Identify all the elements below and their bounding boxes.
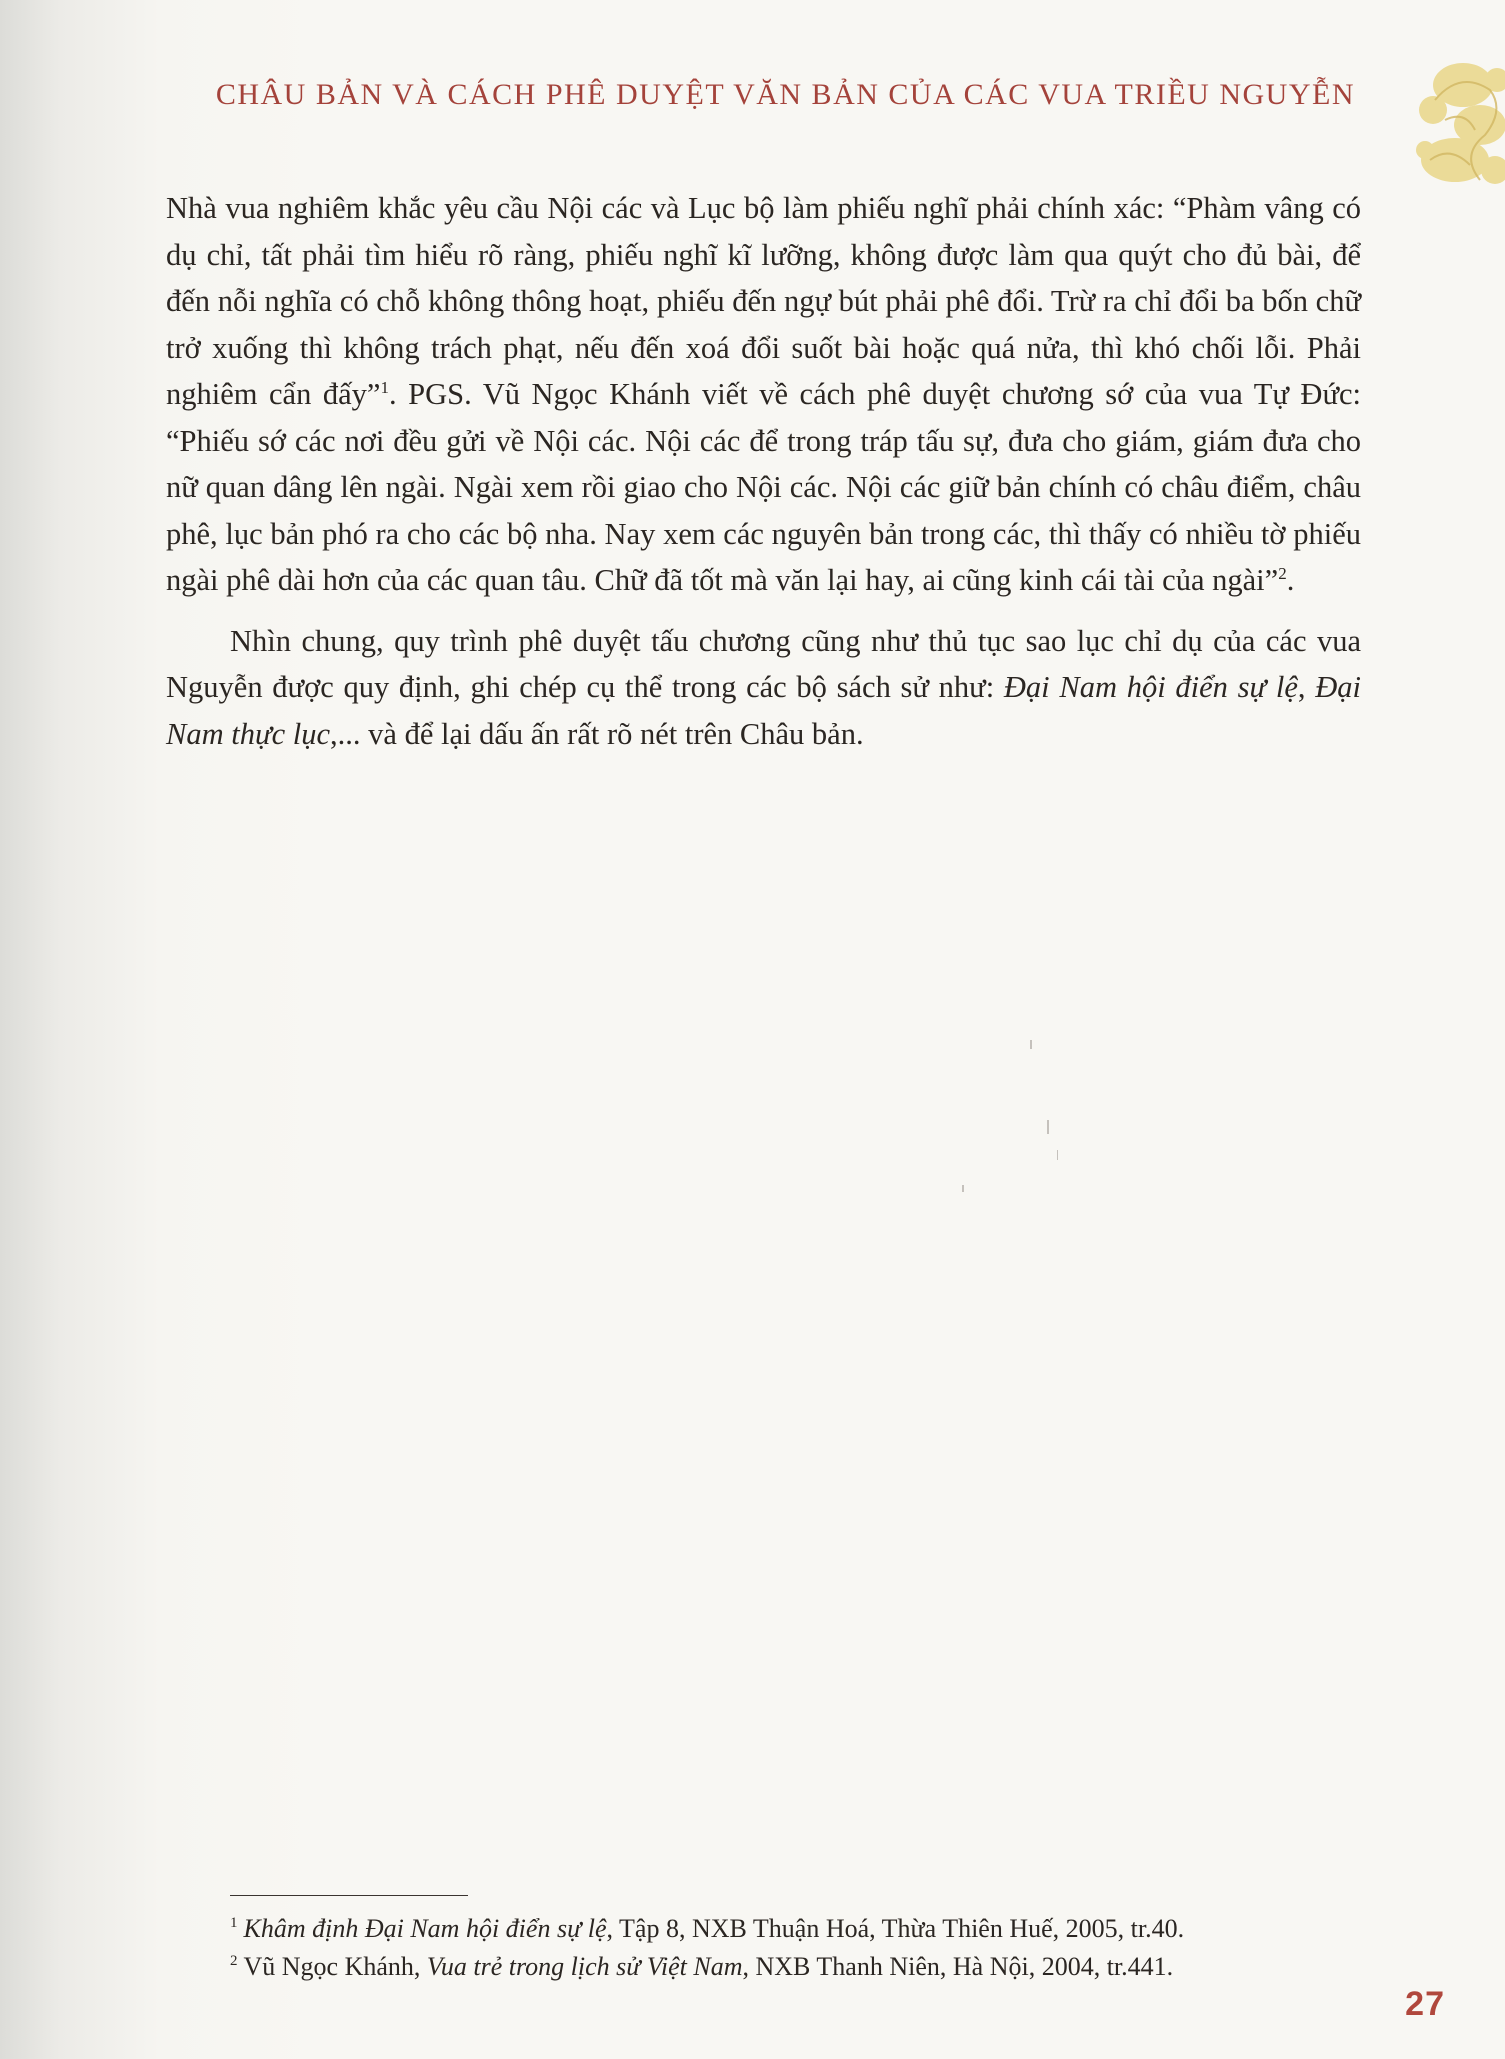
footnotes bbox=[230, 1910, 1380, 1986]
scan-speck bbox=[962, 1185, 964, 1192]
paragraph-2-text-a: Nhìn chung, quy trình phê duyệt tấu chương cũng như thủ tục sao lục chỉ dụ của các vua Nguyễn được quy định, ghi chép cụ thể trong các bộ sách sử như: bbox=[166, 623, 1361, 704]
footnote-ref-1[interactable]: 1 bbox=[380, 377, 389, 397]
footnote-2-author: Vũ Ngọc Khánh, bbox=[243, 1952, 427, 1981]
paragraph-2-text-b: , bbox=[1297, 670, 1316, 704]
footnote-1 bbox=[230, 1910, 1380, 1948]
footnote-2-title: Vua trẻ trong lịch sử Việt Nam bbox=[426, 1952, 743, 1981]
paragraph-2-text-c: ,... và để lại dấu ấn rất rõ nét trên Châu bản. bbox=[330, 716, 864, 751]
running-header: CHÂU BẢN VÀ CÁCH PHÊ DUYỆT VĂN BẢN CỦA CÁC VUA TRIỀU NGUYỄN bbox=[215, 78, 1355, 111]
footnote-2-marker: 2 bbox=[230, 1953, 238, 1970]
scan-speck bbox=[1030, 1040, 1032, 1049]
paragraph-1-text-a: Nhà vua nghiêm khắc yêu cầu Nội các và Lục bộ làm phiếu nghĩ phải chính xác: “Phàm vâng có dụ chỉ, tất phải tìm hiểu rõ ràng, phiếu nghĩ kĩ lưỡng, không được làm qua quýt cho đủ bài, để đến nỗi nghĩa có chỗ không thông hoạt, phiếu đến ngự bút phải phê đổi. Trừ ra chỉ đổi ba bốn chữ trở xuống thì không trách phạt, nếu đến xoá đổi suốt bài hoặc quá nửa, thì khó chối lỗi. Phải nghiêm cẩn đấy” bbox=[166, 191, 1361, 411]
book-title-hoi-dien: Đại Nam hội điển sự lệ bbox=[1003, 670, 1298, 704]
paragraph-1-text-b: . PGS. Vũ Ngọc Khánh viết về cách phê duyệt chương sớ của vua Tự Đức: “Phiếu sớ các nơi đều gửi về Nội các. Nội các để trong tráp tấu sự, đưa cho giám, giám đưa cho nữ quan dâng lên ngài. Ngài xem rồi giao cho Nội các. Nội các giữ bản chính có châu điểm, châu phê, lục bản phó ra cho các bộ nha. Nay xem các nguyên bản trong các, thì thấy có nhiều tờ phiếu ngài phê dài hơn của các quan tâu. Chữ đã tốt mà văn lại hay, ai cũng kinh cái tài của ngài” bbox=[166, 377, 1361, 597]
footnote-2 bbox=[230, 1948, 1380, 1986]
scan-speck bbox=[1057, 1150, 1058, 1160]
footnote-2-details: , NXB Thanh Niên, Hà Nội, 2004, tr.441. bbox=[742, 1952, 1174, 1981]
paragraph-1-text-c: . bbox=[1286, 563, 1295, 597]
scan-speck bbox=[1047, 1120, 1049, 1134]
body-text bbox=[166, 185, 1361, 757]
footnote-divider bbox=[230, 1895, 468, 1896]
dragon-ornament-icon bbox=[1385, 40, 1505, 200]
footnote-1-title: Khâm định Đại Nam hội điển sự lệ bbox=[243, 1914, 607, 1943]
footnote-1-marker: 1 bbox=[230, 1915, 238, 1932]
page-number: 27 bbox=[1405, 1985, 1445, 2023]
book-title-thuc-luc: Đại Nam thực lục bbox=[166, 670, 1361, 751]
footnote-1-details: , Tập 8, NXB Thuận Hoá, Thừa Thiên Huế, 2005, tr.40. bbox=[606, 1914, 1185, 1943]
paragraph-2 bbox=[166, 618, 1361, 758]
footnote-ref-2[interactable]: 2 bbox=[1278, 563, 1287, 583]
paragraph-1 bbox=[166, 185, 1361, 604]
